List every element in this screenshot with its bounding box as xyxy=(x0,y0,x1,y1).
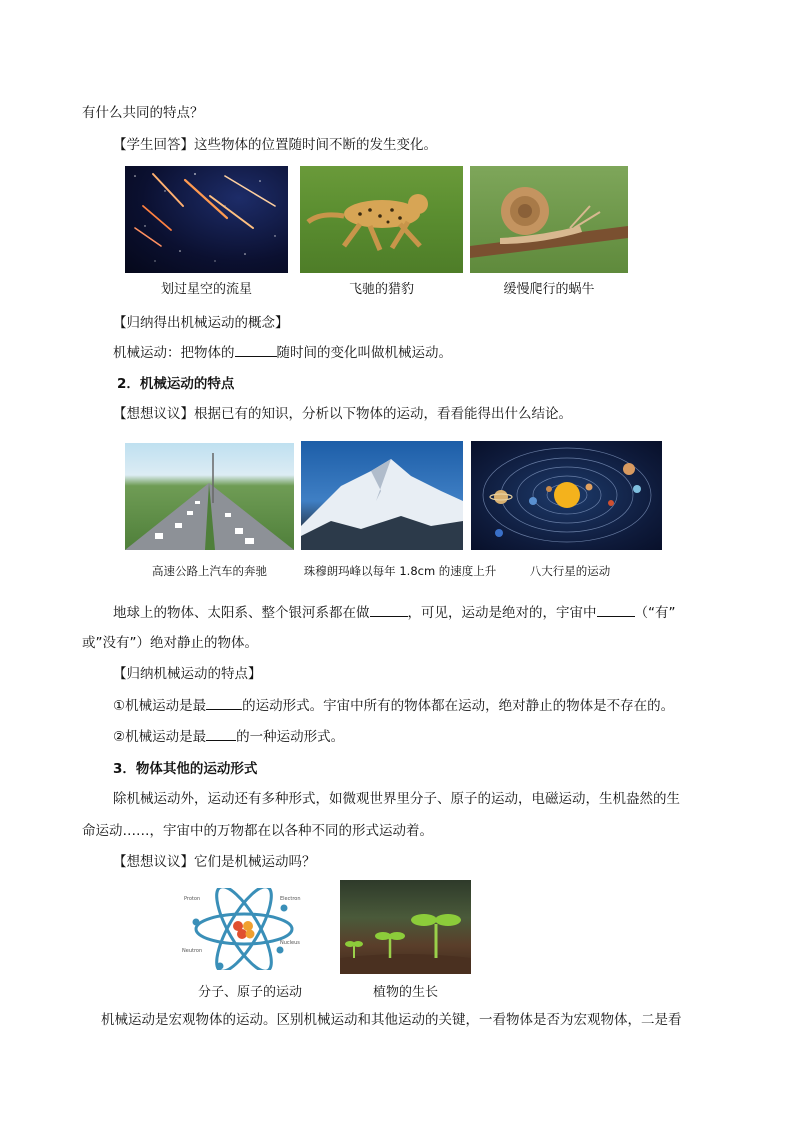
caption-snail: 缓慢爬行的蜗牛 xyxy=(503,282,595,297)
section-title: 3．物体其他的运动形式 xyxy=(113,761,258,777)
mountain-photo xyxy=(301,441,463,550)
section-heading: 【归纳得出机械运动的概念】 xyxy=(113,315,289,331)
paragraph-line: 除机械运动外，运动还有多种形式，如微观世界里分子、原子的运动，电磁运动，生机盎然的生 xyxy=(113,791,680,807)
meteor-photo xyxy=(125,166,288,273)
text-line: 有什么共同的特点？ xyxy=(82,105,204,121)
atom-label: Electron xyxy=(280,896,301,902)
caption-meteor: 划过星空的流星 xyxy=(160,282,252,297)
section-title: 2．机械运动的特点 xyxy=(117,376,235,392)
fill-in-blank[interactable] xyxy=(206,728,236,741)
student-answer: 【学生回答】这些物体的位置随时间不断的发生变化。 xyxy=(113,137,437,153)
section-heading: 【归纳机械运动的特点】 xyxy=(113,666,262,682)
atom-diagram xyxy=(180,888,308,970)
atom-label: Proton xyxy=(184,896,201,902)
paragraph-line: 命运动……，宇宙中的万物都在以各种不同的形式运动着。 xyxy=(82,823,433,839)
definition-line: 机械运动：把物体的 随时间的变化叫做机械运动。 xyxy=(113,345,452,361)
paragraph-line: 机械运动是宏观物体的运动。区别机械运动和其他运动的关键，一看物体是否为宏观物体，二是看 xyxy=(101,1012,682,1028)
caption-planets: 八大行星的运动 xyxy=(529,564,611,578)
highway-photo xyxy=(125,443,294,550)
sprout-photo xyxy=(340,880,471,974)
caption-mountain: 珠穆朗玛峰以每年 1.8cm 的速度上升 xyxy=(303,564,497,578)
fill-in-blank[interactable] xyxy=(597,604,635,617)
caption-sprout: 植物的生长 xyxy=(372,985,438,1000)
atom-label: Neutron xyxy=(182,948,203,954)
atom-label: Nucleus xyxy=(280,940,300,946)
discussion-prompt: 【想想议议】根据已有的知识，分析以下物体的运动，看看能得出什么结论。 xyxy=(113,406,572,422)
caption-cheetah: 飞驰的猎豹 xyxy=(348,282,414,297)
caption-highway: 高速公路上汽车的奔驰 xyxy=(152,564,267,578)
feature-item-1: ①机械运动是最 的运动形式。宇宙中所有的物体都在运动，绝对静止的物体是不存在的。 xyxy=(113,698,675,714)
cheetah-photo xyxy=(300,166,463,273)
snail-photo xyxy=(470,166,628,273)
fill-in-blank[interactable] xyxy=(206,697,242,710)
paragraph-line: 地球上的物体、太阳系、整个银河系都在做 ，可见，运动是绝对的，宇宙中 （“有” xyxy=(113,605,676,621)
fill-in-blank[interactable] xyxy=(235,344,277,357)
paragraph-line: 或”没有”）绝对静止的物体。 xyxy=(82,635,258,651)
solar-system-image xyxy=(471,441,662,550)
feature-item-2: ②机械运动是最 的一种运动形式。 xyxy=(113,729,345,745)
fill-in-blank[interactable] xyxy=(370,604,408,617)
caption-atom: 分子、原子的运动 xyxy=(197,985,302,1000)
discussion-prompt: 【想想议议】它们是机械运动吗？ xyxy=(113,854,316,870)
